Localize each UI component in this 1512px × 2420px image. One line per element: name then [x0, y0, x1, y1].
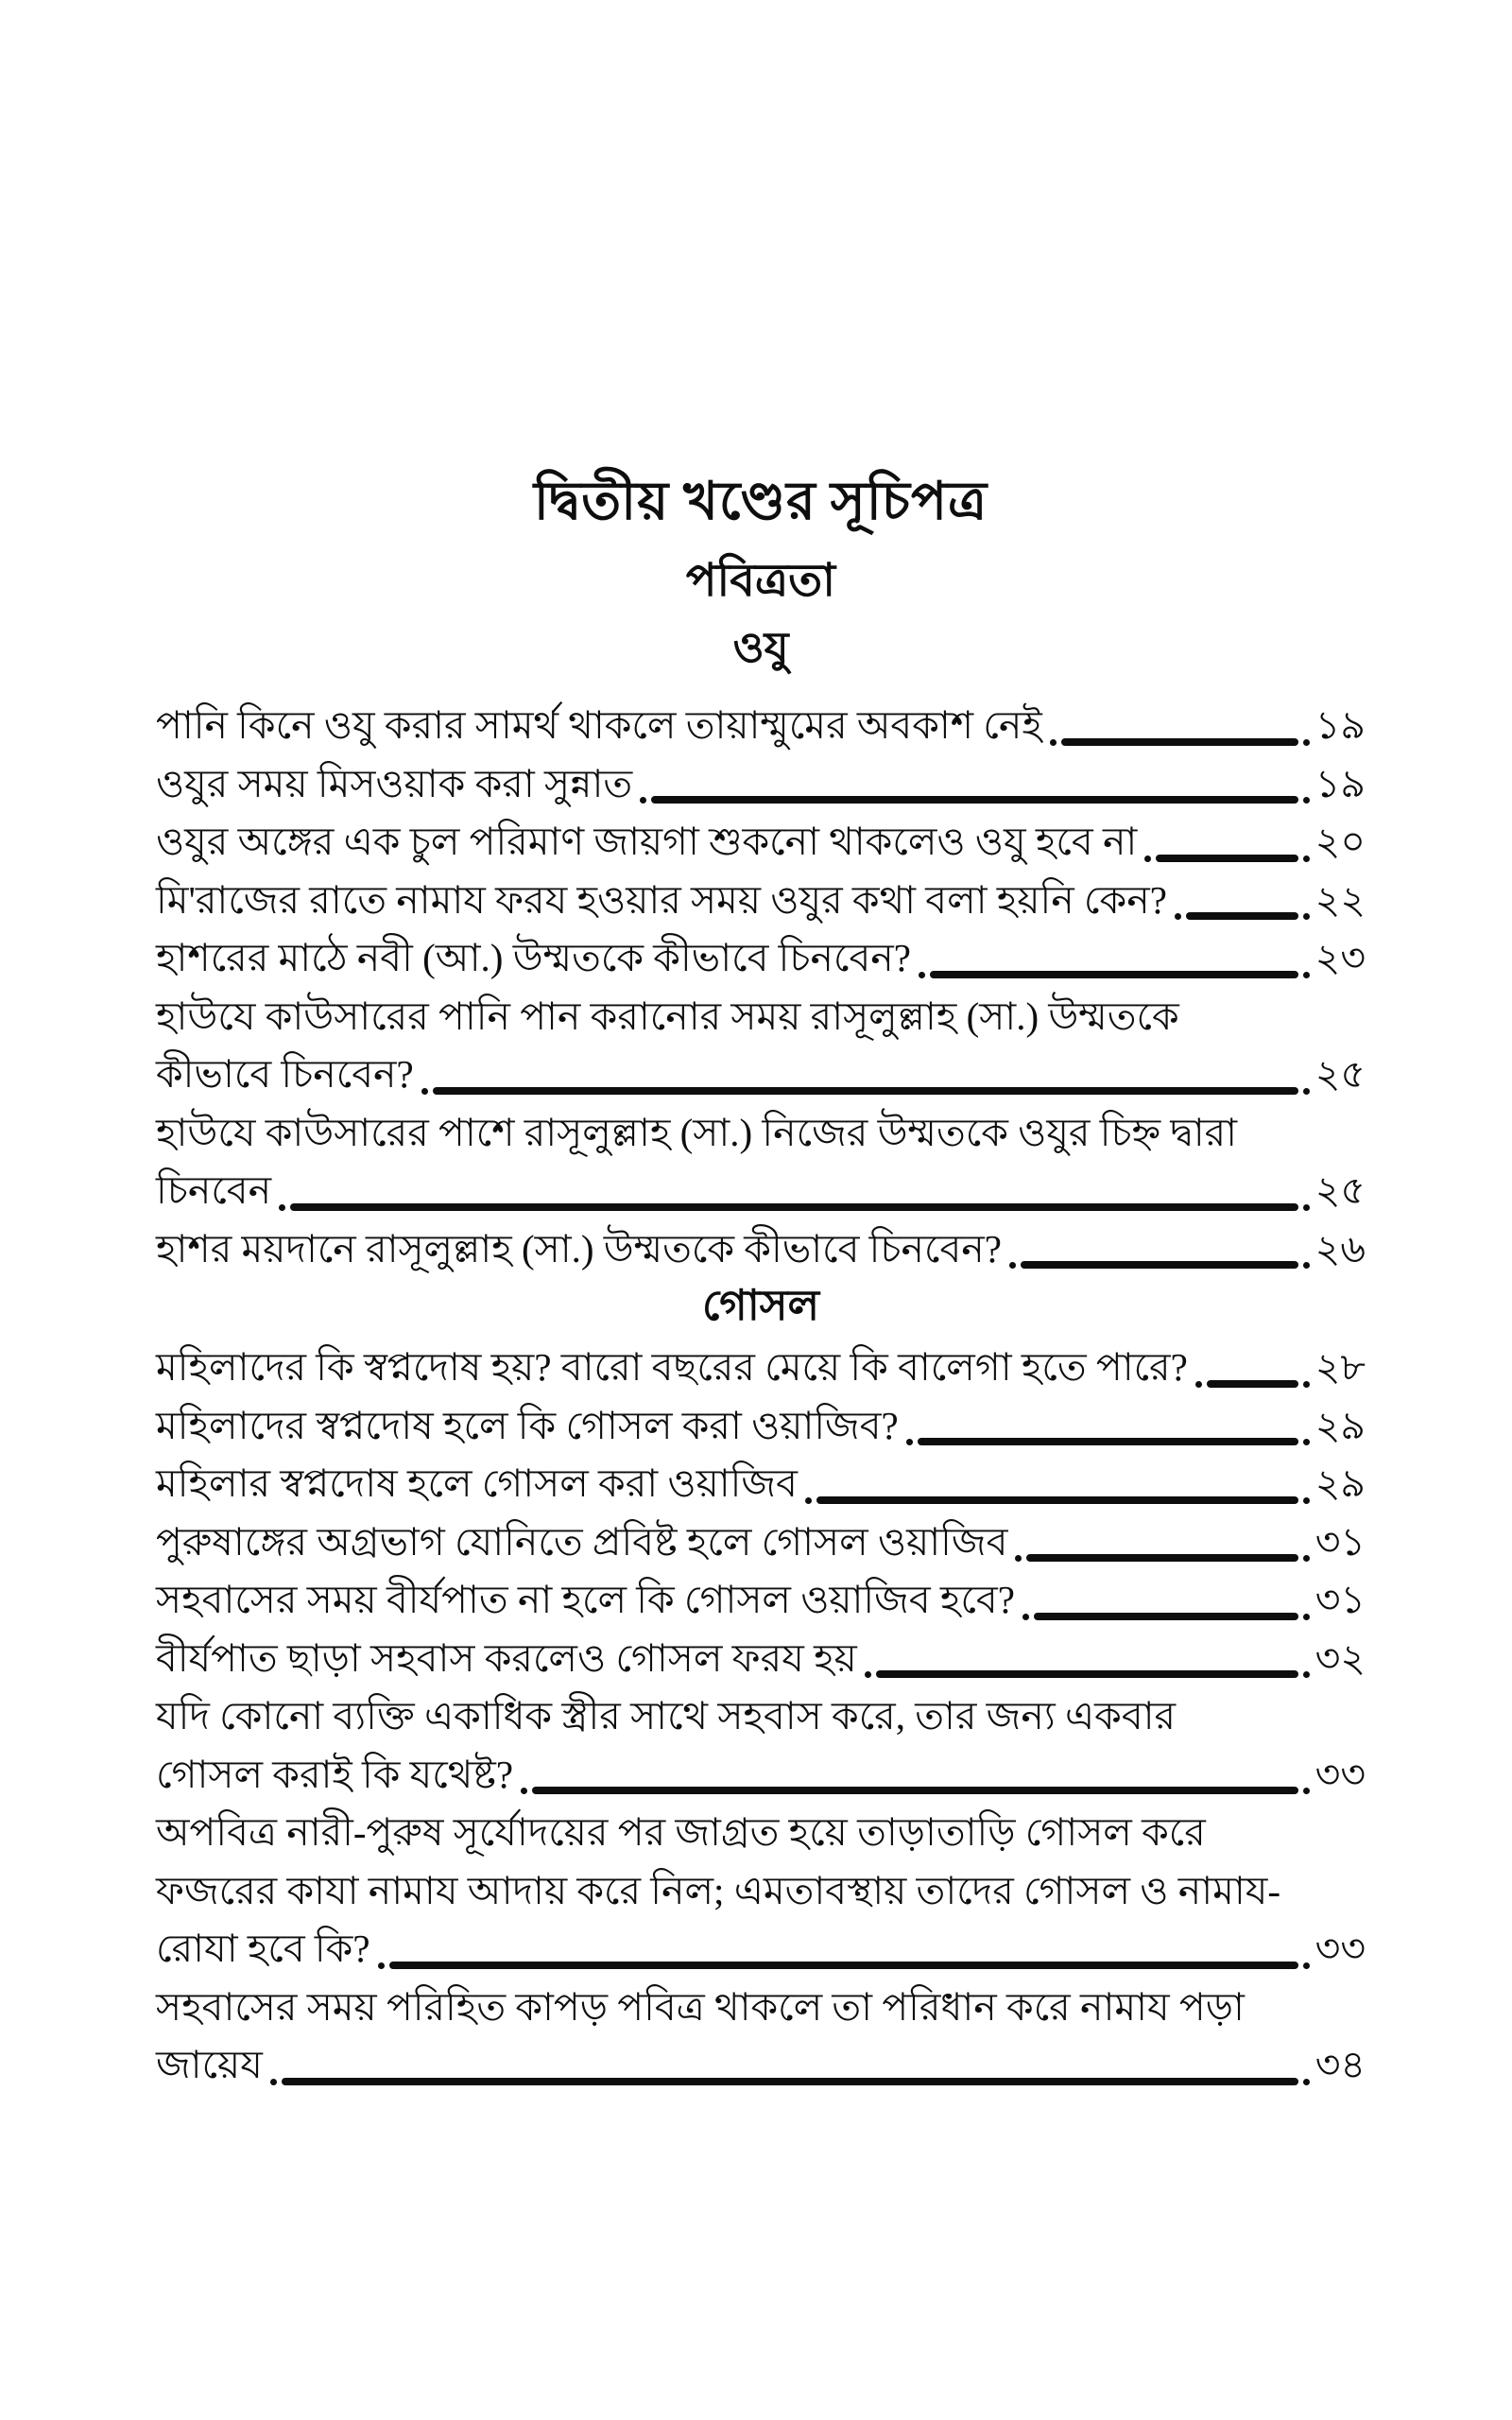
leader-line	[1156, 855, 1297, 862]
toc-entry-line	[156, 1397, 1366, 1456]
leader-line	[433, 1087, 1298, 1095]
toc-entry-line	[156, 1862, 1366, 1921]
toc-entry-text: সহবাসের সময় পরিহিত কাপড় পবিত্র থাকলে তা পরিধান করে নামায পড়া	[156, 1984, 1245, 2029]
leader-line	[651, 796, 1298, 804]
toc-entry-line	[156, 1630, 1366, 1688]
toc-entry-line	[156, 1162, 1366, 1220]
toc-entry-text: জায়েয	[156, 2043, 263, 2086]
toc-entry-line	[156, 872, 1366, 930]
leader-line	[532, 1787, 1298, 1794]
leader-line	[930, 971, 1298, 978]
toc-entry-line	[156, 1571, 1366, 1630]
page-number: ২৯	[1314, 1403, 1366, 1447]
section-heading: গোসল	[701, 1281, 820, 1329]
leader-line	[1061, 738, 1298, 746]
page-number: ২৩	[1314, 936, 1366, 979]
toc-entry-text: মহিলার স্বপ্নদোষ হলে গোসল করা ওয়াজিব	[156, 1461, 798, 1505]
toc-entry-text: সহবাসের সময় বীর্যপাত না হলে কি গোসল ওয়াজিব হবে?	[156, 1578, 1015, 1621]
toc-entry-line	[156, 2036, 1366, 2095]
page-number: ৩৪	[1314, 2043, 1366, 2086]
toc-entry-text: ওযুর সময় মিসওয়াক করা সুন্নাত	[156, 761, 633, 805]
toc-entry-text: মহিলাদের কি স্বপ্নদোষ হয়? বারো বছরের মেয়ে কি বালেগা হতে পারে?	[156, 1345, 1188, 1389]
toc-entry-line	[156, 1979, 1366, 2037]
section-heading: ওযু	[732, 624, 789, 671]
leader-line	[1021, 1261, 1298, 1269]
toc-entry-line	[156, 1920, 1366, 1979]
toc-entry-line	[156, 1104, 1366, 1163]
toc-entry-text: হাশরের মাঠে নবী (আ.) উম্মতকে কীভাবে চিনবেন?	[156, 936, 911, 979]
page-number: ২২	[1314, 877, 1366, 922]
page-number: ২৯	[1314, 1461, 1366, 1505]
page-number: ১৯	[1314, 703, 1366, 747]
leader-line	[918, 1438, 1298, 1445]
toc-entry-text: হাউযে কাউসারের পাশে রাসূলুল্লাহ (সা.) নিজের উম্মতকে ওযুর চিহ্ন দ্বারা	[156, 1110, 1238, 1154]
part-heading: পবিত্রতা	[685, 556, 836, 606]
toc-entry-line	[156, 929, 1366, 988]
toc-entry-line	[156, 1746, 1366, 1805]
toc-content	[0, 471, 1512, 2095]
page-number: ১৯	[1314, 761, 1366, 805]
toc-entry-line	[156, 1046, 1366, 1104]
toc-entry-line	[156, 697, 1366, 755]
toc-entry-text: রোযা হবে কি?	[156, 1927, 370, 1970]
toc-entry-text: ওযুর অঙ্গের এক চুল পরিমাণ জায়গা শুকনো থাকলেও ওযু হবে না	[156, 820, 1138, 863]
page-number: ৩৩	[1314, 1752, 1366, 1796]
toc-entry-text: অপবিত্র নারী-পুরুষ সূর্যোদয়ের পর জাগ্রত হয়ে তাড়াতাড়ি গোসল করে	[156, 1810, 1206, 1854]
toc-entry-line	[156, 1339, 1366, 1397]
toc-entry-line	[156, 1687, 1366, 1746]
leader-line	[876, 1670, 1298, 1678]
toc-entry-text: পানি কিনে ওযু করার সামর্থ থাকলে তায়াম্মুমের অবকাশ নেই	[156, 703, 1042, 747]
page-number: ২৬	[1314, 1226, 1366, 1270]
toc-entry-text: মহিলাদের স্বপ্নদোষ হলে কি গোসল করা ওয়াজিব?	[156, 1403, 899, 1447]
toc-entry-text: মি'রাজের রাতে নামায ফরয হওয়ার সময় ওযুর কথা বলা হয়নি কেন?	[156, 877, 1167, 922]
leader-line	[1207, 1380, 1298, 1388]
leader-line	[816, 1496, 1298, 1504]
toc-entry-line	[156, 813, 1366, 872]
toc-entry-text: হাশর ময়দানে রাসূলুল্লাহ (সা.) উম্মতকে কীভাবে চিনবেন?	[156, 1226, 1002, 1270]
toc-entry-line	[156, 1513, 1366, 1572]
page-number: ২০	[1314, 820, 1366, 863]
toc-entry-line	[156, 988, 1366, 1046]
toc-entry-text: গোসল করাই কি যথেষ্ট?	[156, 1752, 514, 1796]
toc-entry-text: যদি কোনো ব্যক্তি একাধিক স্ত্রীর সাথে সহবাস করে, তার জন্য একবার	[156, 1694, 1177, 1737]
toc-sections	[156, 605, 1366, 2095]
page-number: ৩১	[1314, 1519, 1366, 1564]
toc-entry-text: ফজরের কাযা নামায আদায় করে নিল; এমতাবস্থায় তাদের গোসল ও নামায-	[156, 1868, 1281, 1912]
leader-line	[290, 1203, 1298, 1211]
toc-entry-text: বীর্যপাত ছাড়া সহবাস করলেও গোসল ফরয হয়	[156, 1635, 857, 1680]
page-number: ২৮	[1314, 1345, 1366, 1389]
toc-entry-text: কীভাবে চিনবেন?	[156, 1052, 414, 1096]
page-number: ৩১	[1314, 1578, 1366, 1621]
page-number: ২৫	[1314, 1052, 1366, 1096]
toc-entry-line	[156, 1804, 1366, 1862]
leader-line	[1186, 912, 1298, 920]
leader-line	[282, 2078, 1298, 2085]
page-number: ২৫	[1314, 1168, 1366, 1212]
toc-entry-text: হাউযে কাউসারের পানি পান করানোর সময় রাসূলুল্লাহ (সা.) উম্মতকে	[156, 994, 1179, 1038]
leader-line	[1034, 1613, 1298, 1620]
page-number: ৩২	[1314, 1635, 1366, 1680]
toc-entry-line	[156, 1220, 1366, 1279]
toc-entry-text: পুরুষাঙ্গের অগ্রভাগ যোনিতে প্রবিষ্ট হলে গোসল ওয়াজিব	[156, 1519, 1008, 1564]
leader-line	[389, 1962, 1298, 1969]
toc-entry-text: চিনবেন	[156, 1168, 272, 1212]
toc-entry-line	[156, 755, 1366, 814]
page-number: ৩৩	[1314, 1927, 1366, 1970]
leader-line	[1026, 1554, 1297, 1562]
toc-title: দ্বিতীয় খণ্ডের সূচিপত্র	[533, 473, 988, 531]
toc-entry-line	[156, 1455, 1366, 1513]
